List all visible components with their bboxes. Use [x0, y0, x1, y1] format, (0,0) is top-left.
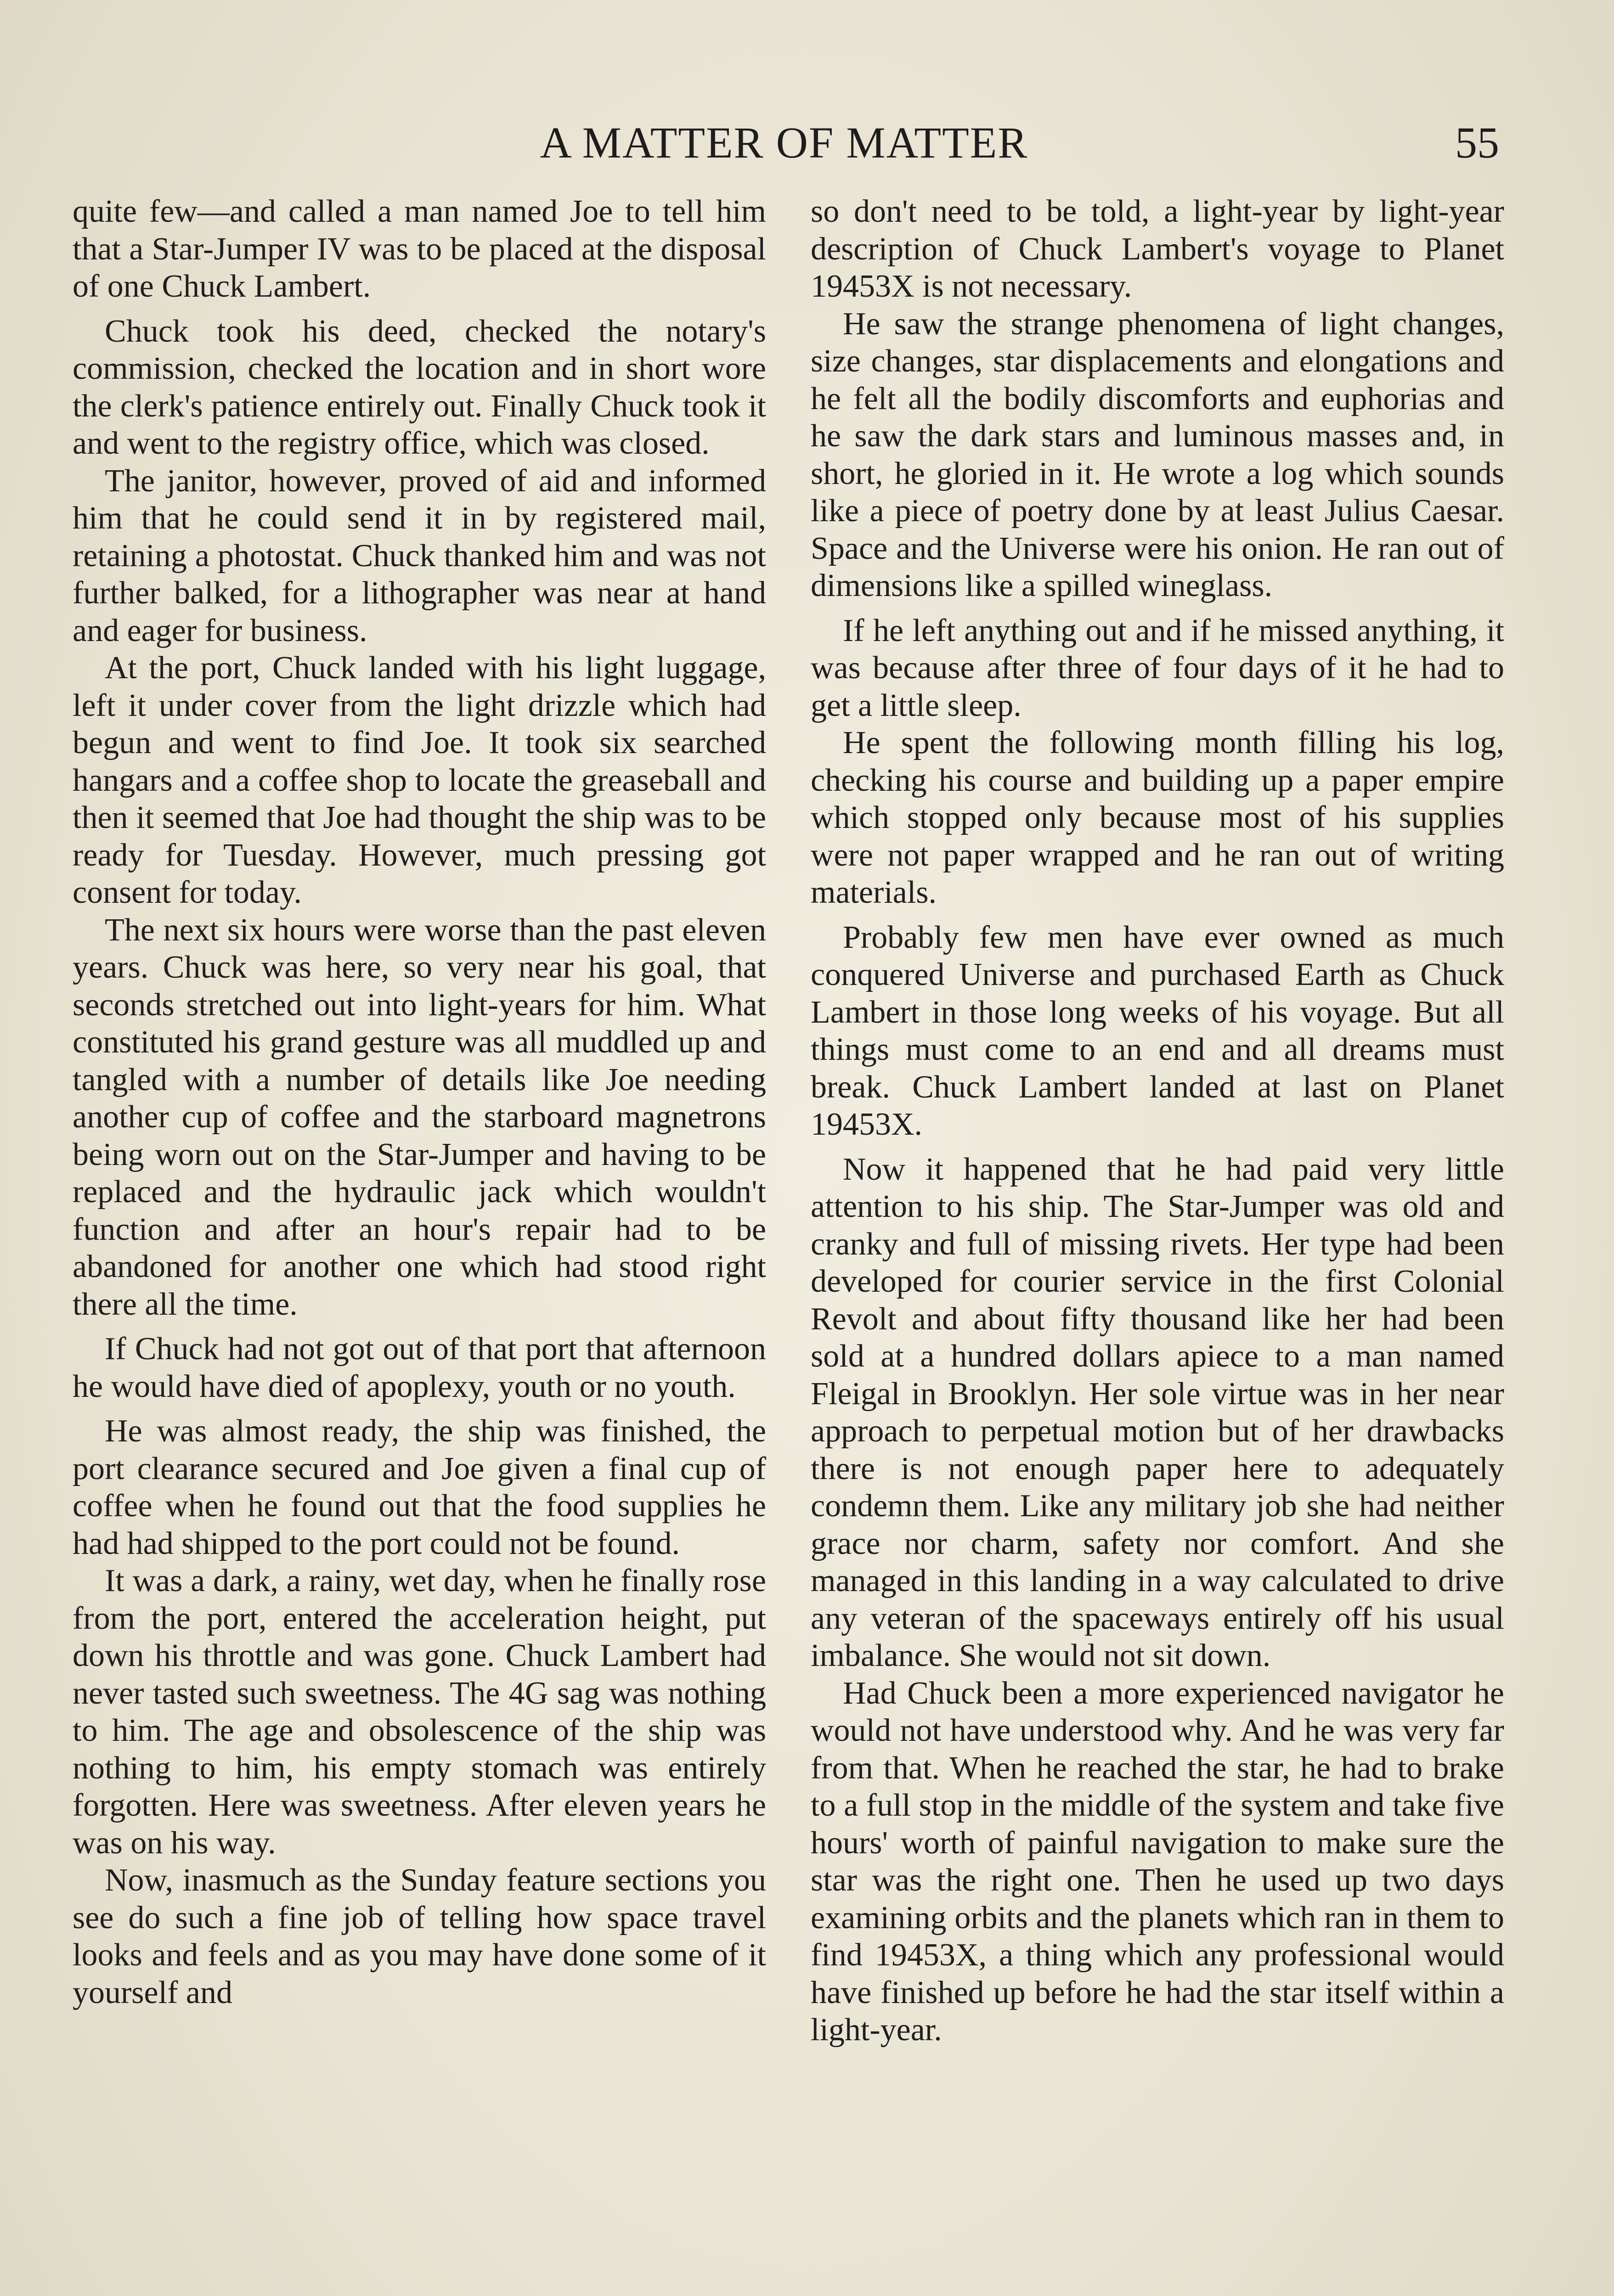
paragraph: He spent the following month filling his log, checking his course and building up a paper empire which stopped only because most of his supplies were not paper wrapped and he ran out of writing materials. [811, 725, 1504, 910]
paragraph: Now, inasmuch as the Sunday feature sections you see do such a fine job of telling how space travel looks and feels and as you may have done some of it yourself and [73, 1863, 766, 2010]
paragraph: If Chuck had not got out of that port that afternoon he would have died of apoplexy, youth or no youth. [73, 1331, 766, 1404]
running-title: A MATTER OF MATTER [540, 118, 1028, 167]
paragraph: Chuck took his deed, checked the notary's commission, checked the location and in short wore the clerk's patience entirely out. Finally Chuck took it and went to the registry office, which was closed. [73, 313, 766, 461]
right-column [811, 193, 1504, 2049]
paragraph: The next six hours were worse than the past eleven years. Chuck was here, so very near his goal, that seconds stretched out into light-years for him. What constituted his grand gesture was all muddled up and tangled with a number of details like Joe needing another cup of coffee and the starboard magnetrons being worn out on the Star-Jumper and having to be replaced and the hydraulic jack which wouldn't function and after an hour's repair had to be abandoned for another one which had stood right there all the time. [73, 912, 766, 1322]
left-column [73, 193, 766, 2011]
page-number: 55 [1455, 118, 1499, 167]
paragraph: Now it happened that he had paid very little attention to his ship. The Star-Jumper was old and cranky and full of missing rivets. Her type had been developed for courier service in the first Colonial Revolt and about fifty thousand like her had been sold at a hundred dollars apiece to a man named Fleigal in Brooklyn. Her sole virtue was in her near approach to perpetual motion but of her drawbacks there is not enough paper here to adequately condemn them. Like any military job she had neither grace nor charm, safety nor comfort. And she managed in this landing in a way calculated to drive any veteran of the spaceways entirely off his usual imbalance. She would not sit down. [811, 1151, 1504, 1673]
paragraph: He was almost ready, the ship was finished, the port clearance secured and Joe given a final cup of coffee when he found out that the food supplies he had had shipped to the port could not be found. [73, 1413, 766, 1561]
page-header [69, 117, 1499, 172]
paragraph: If he left anything out and if he missed anything, it was because after three of four days of it he had to get a little sleep. [811, 613, 1504, 723]
paragraph: Had Chuck been a more experienced navigator he would not have understood why. And he was very far from that. When he reached the star, he had to brake to a full stop in the middle of the system and take five hours' worth of painful navigation to make sure the star was the right one. Then he used up two days examining orbits and the planets which ran in them to find 19453X, a thing which any professional would have finished up before he had the star itself within a light-year. [811, 1675, 1504, 2048]
paragraph: quite few—and called a man named Joe to tell him that a Star-Jumper IV was to be placed at the disposal of one Chuck Lambert. [73, 194, 766, 304]
paragraph: It was a dark, a rainy, wet day, when he finally rose from the port, entered the acceleration height, put down his throttle and was gone. Chuck Lambert had never tasted such sweetness. The 4G sag was nothing to him. The age and obsolescence of the ship was nothing to him, his empty stomach was entirely forgotten. Here was sweetness. After eleven years he was on his way. [73, 1563, 766, 1861]
paragraph: so don't need to be told, a light-year by light-year description of Chuck Lambert's voyage to Planet 19453X is not necessary. [811, 194, 1504, 304]
paragraph: He saw the strange phenomena of light changes, size changes, star displacements and elongations and he felt all the bodily discomforts and euphorias and he saw the dark stars and luminous masses and, in short, he gloried in it. He wrote a log which sounds like a piece of poetry done by at least Julius Caesar. Space and the Universe were his onion. He ran out of dimensions like a spilled wineglass. [811, 306, 1504, 603]
paragraph: Probably few men have ever owned as much conquered Universe and purchased Earth as Chuck Lambert in those long weeks of his voyage. But all things must come to an end and all dreams must break. Chuck Lambert landed at last on Planet 19453X. [811, 919, 1504, 1142]
paragraph: The janitor, however, proved of aid and informed him that he could send it in by registered mail, retaining a photostat. Chuck thanked him and was not further balked, for a lithographer was near at hand and eager for business. [73, 463, 766, 648]
paragraph: At the port, Chuck landed with his light luggage, left it under cover from the light drizzle which had begun and went to find Joe. It took six searched hangars and a coffee shop to locate the greaseball and then it seemed that Joe had thought the ship was to be ready for Tuesday. However, much pressing got consent for today. [73, 650, 766, 910]
